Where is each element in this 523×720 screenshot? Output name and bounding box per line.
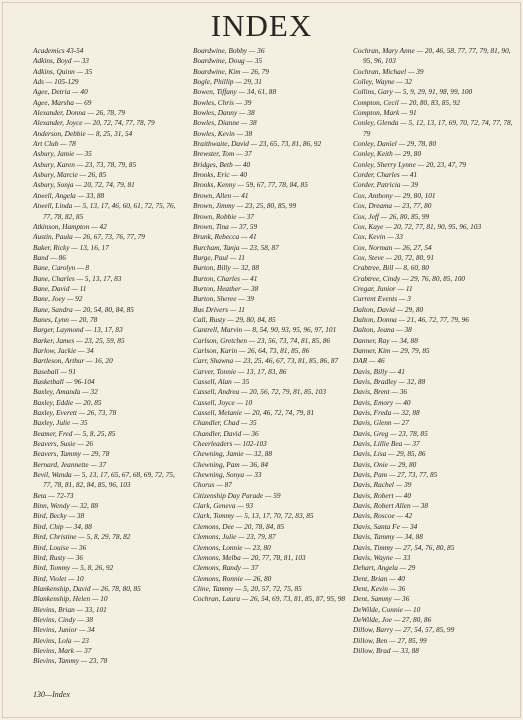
index-entry: Brewster, Tom — 37: [193, 149, 252, 159]
index-entry: Carlson, Karin — 26, 64, 73, 81, 85, 86: [193, 345, 310, 355]
index-entry: Bowles, Chris — 39: [193, 97, 252, 107]
index-entry: Alexander, Donna — 26, 78, 79: [33, 108, 126, 118]
index-entry: Blevins, Brian — 33, 101: [33, 604, 107, 614]
index-entry: Davis, Billy — 41: [353, 366, 405, 376]
index-entry: Bogle, Phillip — 29, 31: [193, 77, 262, 87]
index-entry: Bowles, Dianne — 38: [193, 118, 257, 128]
index-entry: Bridges, Beth — 40: [193, 159, 251, 169]
index-entry: Compton, Cecil — 20, 80, 83, 85, 92: [353, 97, 461, 107]
index-entry: Carlson, Gretchen — 23, 56, 73, 74, 81, 85, 86: [193, 335, 331, 345]
index-entry: Atwell, Angela — 33, 88: [33, 190, 105, 200]
index-entry: Agee, Detria — 40: [33, 87, 88, 97]
index-entry: Davis, Freda — 32, 88: [353, 408, 420, 418]
index-entry: Cox, Jeff — 26, 80, 85, 99: [353, 211, 430, 221]
index-entry: Academics 43-54: [33, 46, 84, 55]
index-entry: Conley, Daniel — 29, 78, 80: [353, 139, 437, 149]
index-entry: Dalton, Donna — 21, 46, 72, 77, 79, 96: [353, 314, 469, 324]
index-entry: Davis, Brent — 36: [353, 387, 408, 397]
index-entry: Davis, Greg — 23, 78, 85: [353, 428, 428, 438]
index-entry: Cox, Dreama — 23, 77, 80: [353, 201, 432, 211]
index-entry: Brown, Allen — 41: [193, 190, 249, 200]
index-entry: Davis, Emory — 40: [353, 397, 411, 407]
index-entry: Bird, Louise — 36: [33, 542, 87, 552]
index-entry: Carr, Shawna — 23, 25, 46, 67, 73, 81, 85, 86, 87: [193, 356, 339, 366]
index-entry: Dent, Kevin — 36: [353, 583, 406, 593]
index-entry: Boardwine, Doug — 35: [193, 56, 263, 66]
index-entry: Dillow, Brad — 33, 88: [353, 645, 419, 655]
index-entry: Citizenship Day Parade — 59: [193, 490, 281, 500]
page-footer: 130—Index: [33, 690, 70, 699]
index-entry: Chandler, Chad — 35: [193, 418, 257, 428]
index-entry: Chewning, Pam — 36, 84: [193, 459, 268, 469]
index-entry: Cheerleaders — 102-103: [193, 439, 267, 449]
index-entry: Blankenship, David — 26, 78, 80, 85: [33, 583, 141, 593]
index-entry: Clemons, Dee — 20, 78, 84, 85: [193, 521, 285, 531]
index-entry: Alexander, Joyce — 20, 72, 74, 77, 78, 79: [33, 118, 155, 128]
index-entry: Chandler, David — 36: [193, 428, 259, 438]
index-entry: Cregar, Junior — 11: [353, 283, 413, 293]
index-entry: Cox, Anthony — 29, 80, 101: [353, 190, 436, 200]
index-entry: Boardwine, Bobby — 36: [193, 46, 265, 55]
index-entry: Bartleson, Arthur — 16, 20: [33, 356, 113, 366]
index-entry: Dillow, Ben — 27, 85, 99: [353, 635, 427, 645]
index-entry: Conley, Sherry Lynne — 20, 23, 47, 79: [353, 159, 467, 169]
index-entry: Davis, Robert — 40: [353, 490, 411, 500]
index-entry: Banes, Lynn — 20, 78: [33, 314, 98, 324]
index-entry: Chewning, Sonya — 33: [193, 470, 262, 480]
index-entry: Asbury, Karen — 23, 73, 78, 79, 85: [33, 159, 137, 169]
index-entry: Bird, Becky — 38: [33, 511, 85, 521]
index-entry: Cantrell, Marvin — 8, 54, 90, 93, 95, 96, 97, 101: [193, 325, 337, 335]
index-entry: Beamer, Fred — 5, 8, 25, 85: [33, 428, 116, 438]
index-entry: Dalton, David — 29, 80: [353, 304, 424, 314]
index-entry: Davis, Robert Allen — 38: [353, 501, 429, 511]
index-entry: Blevins, Mark — 37: [33, 645, 92, 655]
index-entry: Cassell, Andrea — 20, 56, 72, 79, 81, 85, 103: [193, 387, 326, 397]
index-entry: Austin, Paula — 26, 67, 73, 76, 77, 79: [33, 232, 145, 242]
index-entry: Corder, Patricia — 39: [353, 180, 418, 190]
index-entry: Current Events — 3: [353, 294, 411, 304]
index-entry: Bevil, Wanda — 5, 13, 17, 65, 67, 68, 69, 72, 75, 77, 78, 81, 82, 84, 85, 96, 103: [33, 470, 175, 490]
index-entry: Blevins, Lola — 23: [33, 635, 89, 645]
index-entry: Cassell, Melanie — 20, 46, 72, 74, 79, 81: [193, 408, 315, 418]
index-entry: Dalton, Jeana — 38: [353, 325, 412, 335]
index-entry: Davis, Bradley — 32, 88: [353, 377, 426, 386]
index-entry: Bane, Sandra — 20, 54, 80, 84, 85: [33, 304, 134, 314]
index-entry: Bane, Charles — 5, 13, 17, 83: [33, 273, 122, 283]
index-entry: Atkinson, Hampton — 42: [33, 221, 107, 231]
index-entry: Bernard, Jeannette — 37: [33, 459, 107, 469]
index-entry: Burton, Billy — 32, 88: [193, 263, 260, 273]
index-entry: Davis, Wayne — 33: [353, 552, 411, 562]
index-entry: Danner, Ray — 34, 88: [353, 335, 418, 345]
index-entry: Burcham, Tanja — 23, 58, 87: [193, 242, 279, 252]
index-entry: Baker, Ricky — 13, 16, 17: [33, 242, 109, 252]
index-entry: Davis, Pam — 27, 73, 77, 85: [353, 470, 438, 480]
index-entry: Baxley, Julie — 35: [33, 418, 88, 428]
index-entry: Chewning, Jamie — 32, 88: [193, 449, 273, 459]
index-entry: Bowles, Kevin — 38: [193, 128, 253, 138]
index-entry: Clemons, Lonnie — 23, 80: [193, 542, 271, 552]
index-entry: Cox, Kaye — 20, 72, 77, 81, 90, 95, 96, 103: [353, 221, 482, 231]
index-entry: Braithwaite, David — 23, 65, 73, 81, 86, 92: [193, 139, 322, 149]
index-entry: Boardwine, Kim — 26, 79: [193, 66, 269, 76]
index-entry: Blankenship, Helen — 10: [33, 594, 108, 604]
index-entry: Davis, Lisa — 29, 85, 86: [353, 449, 426, 459]
index-entry: Baxley, Eddie — 20, 85: [33, 397, 102, 407]
index-entry: Baxley, Amanda — 32: [33, 387, 98, 397]
index-entry: Ads — 105-129: [33, 77, 79, 87]
index-entry: Colley, Wayne — 32: [353, 77, 412, 87]
index-entry: Brown, Robbie — 37: [193, 211, 254, 221]
index-entry: Baxley, Everett — 26, 73, 78: [33, 408, 117, 418]
index-entry: Cox, Kevin — 33: [353, 232, 403, 242]
index-entry: Burge, Paul — 11: [193, 252, 245, 262]
index-entry: Beavers, Susie — 26: [33, 439, 93, 449]
index-entry: Bus Drivers — 11: [193, 304, 245, 314]
index-entry: Davis, Roscoe — 42: [353, 511, 413, 521]
index-entry: Cochran, Laura — 26, 54, 69, 73, 81, 85, 87, 95, 98: [193, 594, 346, 604]
index-entry: Adkins, Boyd — 33: [33, 56, 89, 66]
index-entry: Asbury, Sonja — 20, 72, 74, 79, 81: [33, 180, 135, 190]
index-entry: Burton, Heather — 38: [193, 283, 259, 293]
index-entry: Bird, Violet — 10: [33, 573, 84, 583]
index-entry: Basketball — 96-104: [33, 377, 95, 386]
index-entry: Beavers, Tammy — 29, 78: [33, 449, 110, 459]
index-entry: Blevins, Cindy — 38: [33, 614, 93, 624]
index-entry: Burton, Sheree — 39: [193, 294, 254, 304]
index-entry: Brooks, Eric — 40: [193, 170, 248, 180]
index-entry: Cochran, Mary Anne — 20, 46, 58, 77, 77, 79, 81, 90, 95, 96, 103: [353, 46, 511, 66]
index-entry: Barger, Laymond — 13, 17, 83: [33, 325, 123, 335]
index-entry: Davis, Lillie Bea — 37: [353, 439, 420, 449]
index-entry: Corder, Charles — 41: [353, 170, 418, 180]
index-column-3: [353, 46, 518, 656]
index-entry: Asbury, Jamie — 35: [33, 149, 92, 159]
index-entry: Davis, Glenn — 27: [353, 418, 409, 428]
index-entry: Cox, Norman — 26, 27, 54: [353, 242, 432, 252]
index-entry: Clark, Tommy — 5, 13, 17, 70, 72, 83, 85: [193, 511, 314, 521]
index-entry: Blevins, Junior — 34: [33, 625, 95, 635]
index-entry: Bird, Christine — 5, 8, 29, 78, 82: [33, 532, 131, 542]
index-entry: Cline, Tammy — 5, 20, 57, 72, 75, 85: [193, 583, 302, 593]
index-entry: Davis, Tammy — 34, 88: [353, 532, 423, 542]
index-entry: Chorus — 87: [193, 480, 232, 490]
index-column-1: [33, 46, 183, 667]
index-entry: Dent, Sammy — 36: [353, 594, 410, 604]
index-entry: Barker, James — 23, 25, 59, 85: [33, 335, 125, 345]
index-entry: Carver, Tonnie — 13, 17, 83, 86: [193, 366, 287, 376]
index-entry: Bane, Carolyn — 8: [33, 263, 90, 273]
index-entry: Clemons, Julie — 23, 79, 87: [193, 532, 276, 542]
index-entry: DeWilde, Connie — 10: [353, 604, 421, 614]
index-entry: Brown, Tina — 37, 59: [193, 221, 258, 231]
index-entry: Art Club — 78: [33, 139, 76, 149]
index-entry: Davis, Rachel — 39: [353, 480, 412, 490]
index-entry: Brunk, Rebecca — 41: [193, 232, 257, 242]
index-entry: Cassell, Joyce — 10: [193, 397, 253, 407]
index-entry: Danner, Kim — 29, 79, 85: [353, 345, 430, 355]
index-entry: Binn, Wendy — 32, 88: [33, 501, 98, 511]
index-entry: Barlow, Jackie — 34: [33, 345, 94, 355]
index-entry: DeWilde, Joe — 27, 80, 86: [353, 614, 432, 624]
index-entry: Atwell, Linda — 5, 13, 17, 46, 60, 61, 72, 75, 76, 77, 78, 82, 85: [33, 201, 176, 221]
index-entry: Dehart, Angela — 29: [353, 563, 416, 573]
index-entry: Adkins, Quinn — 35: [33, 66, 93, 76]
index-entry: Cassell, Alan — 35: [193, 377, 250, 386]
index-entry: Davis, Santa Fe — 34: [353, 521, 418, 531]
index-entry: Davis, Onie — 29, 80: [353, 459, 417, 469]
index-entry: Bowles, Danny — 38: [193, 108, 255, 118]
index-entry: Band — 86: [33, 252, 66, 262]
page-title: INDEX: [210, 8, 313, 43]
index-entry: Anderson, Debbie — 8, 25, 31, 54: [33, 128, 133, 138]
index-entry: Bird, Rusty — 36: [33, 552, 83, 562]
index-entry: Bird, Tommy — 5, 8, 26, 92: [33, 563, 114, 573]
index-column-2: [193, 46, 353, 605]
index-entry: Burton, Charles — 41: [193, 273, 258, 283]
index-entry: Crabtree, Cindy — 29, 76, 80, 85, 100: [353, 273, 466, 283]
index-entry: Conley, Glenda — 5, 12, 13, 17, 69, 70, 72, 74, 77, 78, 79: [353, 118, 513, 138]
index-entry: Blevins, Tammy — 23, 78: [33, 656, 108, 666]
index-entry: Clemons, Melba — 20, 77, 78, 81, 103: [193, 552, 306, 562]
index-entry: Compton, Mark — 91: [353, 108, 417, 118]
index-entry: Baseball — 91: [33, 366, 76, 376]
index-entry: Bane, David — 11: [33, 283, 87, 293]
index-entry: Agee, Marsha — 69: [33, 97, 92, 107]
index-entry: Collins, Gary — 5, 9, 29, 91, 98, 99, 100: [353, 87, 473, 97]
index-entry: DAR — 46: [353, 356, 385, 366]
index-entry: Crabtree, Bill — 8, 60, 80: [353, 263, 429, 273]
index-entry: Clark, Geneva — 93: [193, 501, 253, 511]
index-entry: Cox, Steve — 20, 72, 80, 91: [353, 252, 435, 262]
index-entry: Brooks, Kenny — 59, 67, 77, 78, 84, 85: [193, 180, 308, 190]
index-entry: Bird, Chip — 34, 88: [33, 521, 92, 531]
index-columns: [33, 46, 513, 686]
index-entry: Asbury, Marcie — 26, 85: [33, 170, 107, 180]
index-entry: Brown, Jimmy — 23, 25, 80, 85, 99: [193, 201, 297, 211]
index-entry: Call, Rusty — 29, 80, 84, 85: [193, 314, 276, 324]
index-entry: Dillow, Barry — 27, 54, 57, 85, 99: [353, 625, 455, 635]
index-entry: Conley, Keith — 29, 80: [353, 149, 422, 159]
index-entry: Beta — 72-73: [33, 490, 74, 500]
index-entry: Clemons, Ronnie — 26, 80: [193, 573, 272, 583]
index-entry: Cochran, Michael — 39: [353, 66, 424, 76]
index-entry: Davis, Timmy — 27, 54, 76, 80, 85: [353, 542, 455, 552]
index-entry: Bowen, Tiffany — 34, 61, 88: [193, 87, 277, 97]
index-entry: Dent, Brian — 40: [353, 573, 405, 583]
index-entry: Clemons, Randy — 37: [193, 563, 259, 573]
index-entry: Bane, Joey — 92: [33, 294, 83, 304]
